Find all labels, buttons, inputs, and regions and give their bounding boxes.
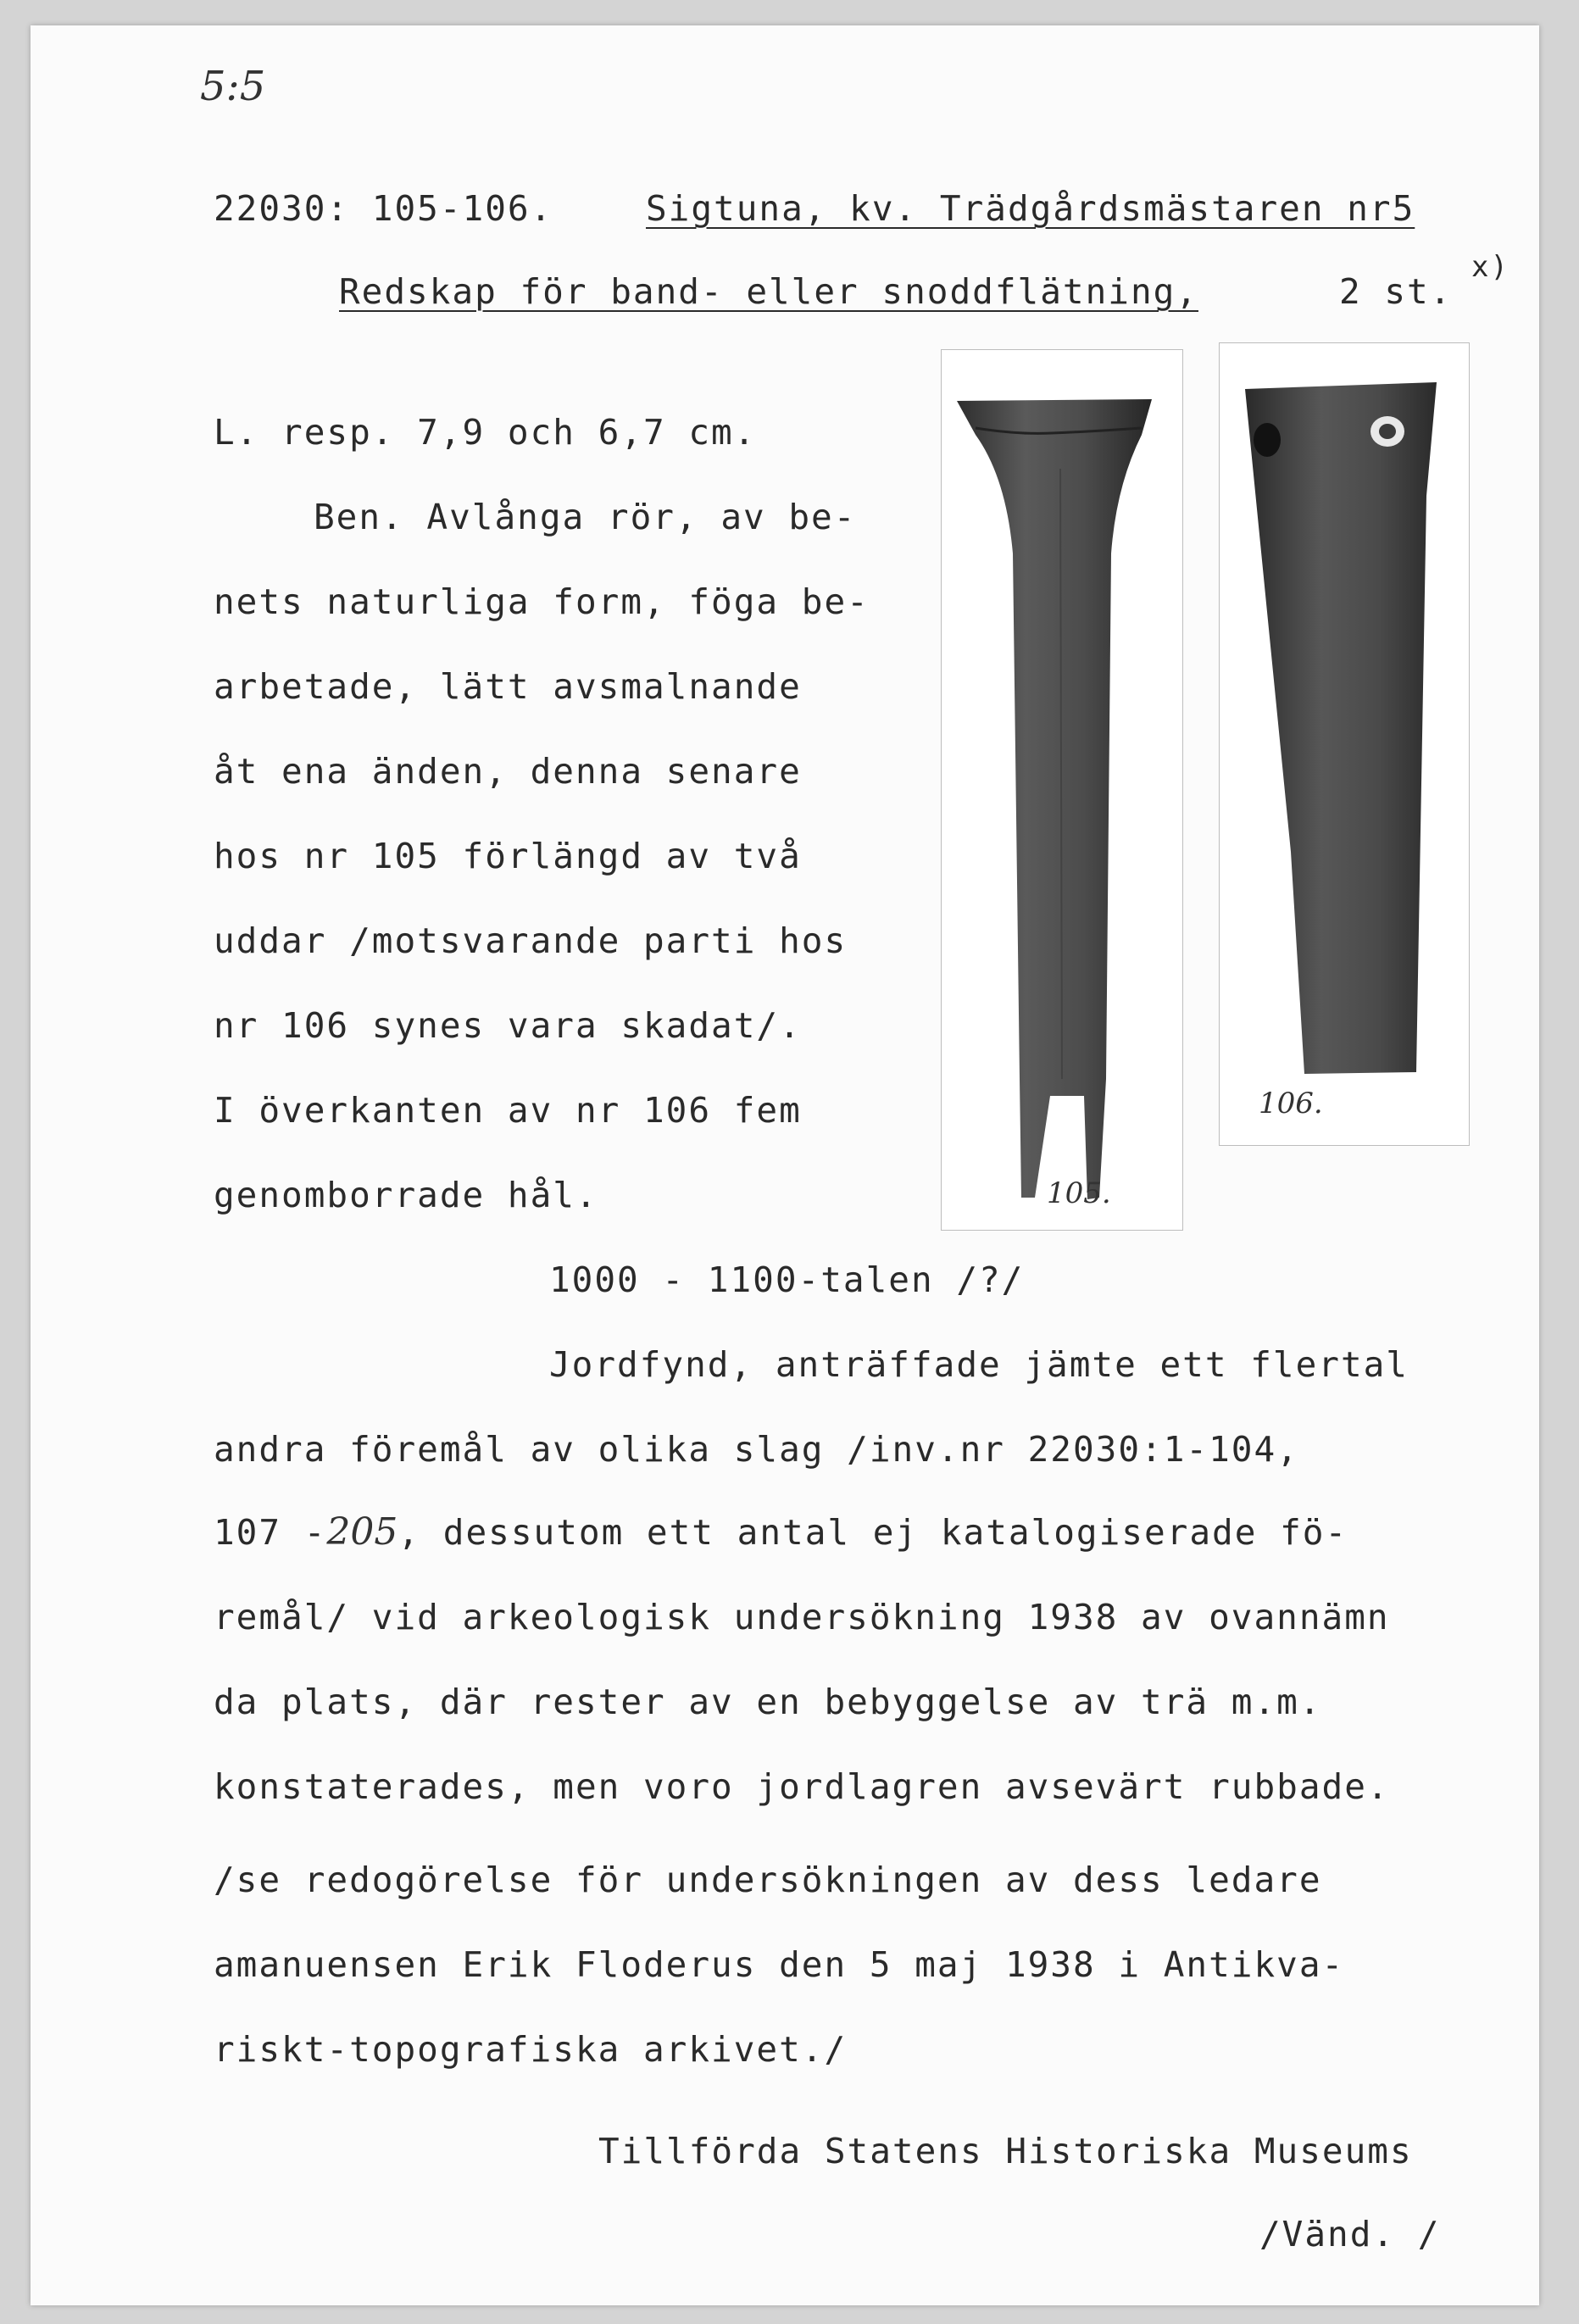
- inventory-range-prefix: 107 -: [214, 1512, 327, 1553]
- provenance: Tillförda Statens Historiska Museums: [598, 2131, 1413, 2171]
- inventory-range-rest: , dessutom ett antal ej katalogiserade fö-: [398, 1512, 1348, 1553]
- find-text-line: amanuensen Erik Floderus den 5 maj 1938 i Antikva-: [214, 1944, 1345, 1985]
- turn-over-note: /Vänd. /: [1259, 2214, 1441, 2255]
- description-line: L. resp. 7,9 och 6,7 cm.: [214, 412, 757, 453]
- dating: 1000 - 1100-talen /?/: [549, 1259, 1025, 1300]
- object-title: Redskap för band- eller snoddflätning,: [339, 271, 1198, 312]
- photo-object-105: [941, 349, 1183, 1231]
- description-line: nets naturliga form, föga be-: [214, 581, 870, 622]
- description-line: arbetade, lätt avsmalnande: [214, 666, 802, 707]
- find-text-line: [214, 1510, 1348, 1554]
- description-line: genomborrade hål.: [214, 1175, 598, 1215]
- description-line: åt ena änden, denna senare: [214, 751, 802, 792]
- bone-tool-106-image: [1220, 343, 1469, 1145]
- find-text-line: remål/ vid arkeologisk undersökning 1938 av ovannämn: [214, 1597, 1390, 1637]
- description-line: nr 106 synes vara skadat/.: [214, 1005, 802, 1046]
- handwritten-number: 205: [326, 1510, 398, 1554]
- description-line: Ben. Avlånga rör, av be-: [314, 497, 857, 537]
- photo-label-106: 106.: [1259, 1087, 1323, 1120]
- find-text-line: konstaterades, men voro jordlagren avsevärt rubbade.: [214, 1766, 1390, 1807]
- photo-label-105: 105.: [1047, 1176, 1111, 1210]
- description-line: hos nr 105 förlängd av två: [214, 836, 802, 876]
- find-text-line: /se redogörelse för undersökningen av dess ledare: [214, 1860, 1322, 1900]
- footnote-mark: x): [1471, 250, 1510, 284]
- description-line: I överkanten av nr 106 fem: [214, 1090, 802, 1131]
- object-count: 2 st.: [1339, 271, 1453, 312]
- find-location: Sigtuna, kv. Trädgårdsmästaren nr5: [646, 188, 1415, 229]
- find-text-line: riskt-topografiska arkivet./: [214, 2029, 848, 2070]
- inventory-number: 22030: 105-106.: [214, 188, 553, 229]
- find-text-line: da plats, där rester av en bebyggelse av trä m.m.: [214, 1682, 1322, 1722]
- find-text-line: andra föremål av olika slag /inv.nr 22030:1-104,: [214, 1429, 1299, 1470]
- bone-tool-105-image: [942, 350, 1182, 1230]
- find-text-line: Jordfynd, anträffade jämte ett flertal: [549, 1344, 1409, 1385]
- catalog-card: [31, 25, 1539, 2305]
- description-line: uddar /motsvarande parti hos: [214, 920, 848, 961]
- photo-object-106: [1219, 342, 1470, 1146]
- corner-mark: 5:5: [200, 63, 266, 110]
